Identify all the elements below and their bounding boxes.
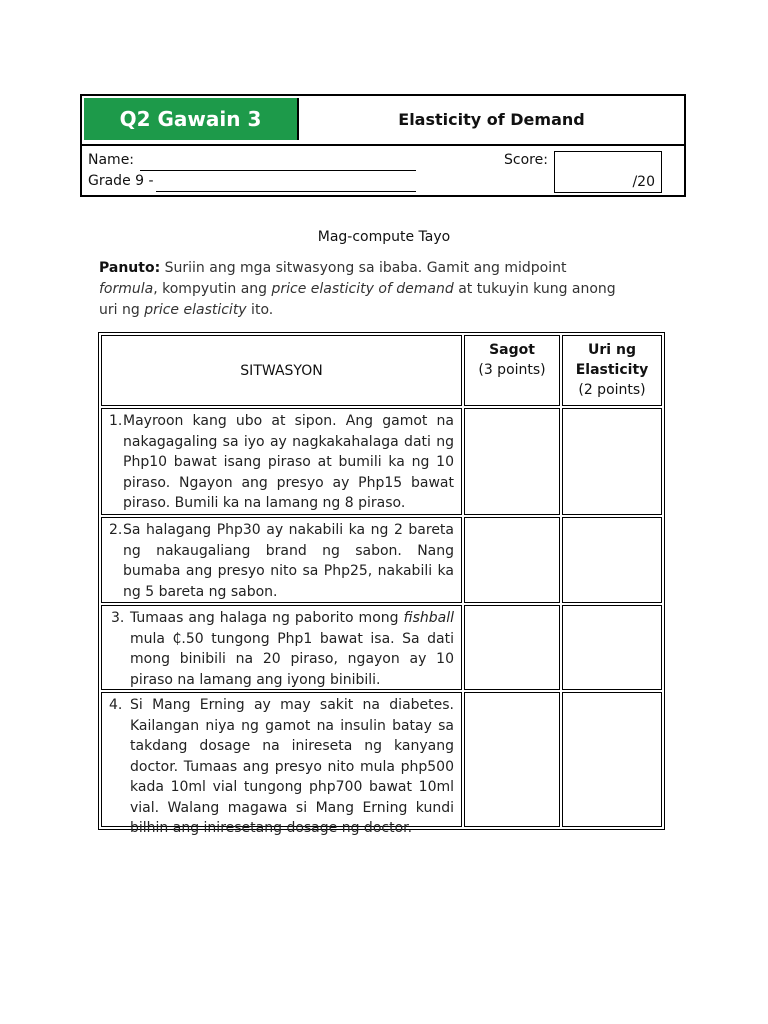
row-text-part: Tumaas ang halaga ng paborito mong [130, 610, 404, 626]
header-type-label: Elasticity [575, 362, 649, 378]
row-text: Mayroon kang ubo at sipon. Ang gamot na nakagagaling sa iyo ay nagkakahalaga dati ng Php10 bawat isang piraso at bumili ka ng 10 piraso. Ngayon ang presyo ay Php15 bawat piraso. Bumili ka na lamang ng 8 piraso. [123, 413, 454, 511]
row-text: Si Mang Erning ay may sakit na diabetes. Kailangan niya ng gamot na insulin batay sa takdang dosage na inireseta ng kanyang doctor. Tumaas ang presyo nito mula php500 kada 10ml vial tungong php700 bawat 10ml vial. Walang magawa si Mang Erning kundi bilhin ang iniresetang dosage ng doctor. [130, 697, 454, 836]
section-subtitle: Mag-compute Tayo [317, 229, 451, 245]
instructions-text: Suriin ang mga sitwasyong sa ibaba. Gamit ang midpoint [160, 260, 567, 276]
header-answer [464, 335, 560, 406]
table-row-3-answer[interactable] [464, 605, 560, 690]
row-text-part: mula ₵.50 tungong Php1 bawat isa. Sa dati mong binibili na 20 piraso, ngayon ay 10 piraso na lamang ang iyong binibili. [130, 630, 454, 688]
row-text: Sa halagang Php30 ay nakabili ka ng 2 bareta ng nakaugaliang brand ng sabon. Nang bumaba ang presyo nito sa Php25, nakabili ka ng 5 bareta ng sabon. [123, 522, 454, 600]
header-answer-points: (3 points) [478, 362, 546, 378]
instructions-text: , kompyutin ang [153, 281, 272, 297]
instructions [99, 258, 619, 321]
name-field[interactable] [140, 170, 416, 171]
table-row-1-type[interactable] [562, 408, 662, 515]
row-number: 4. [109, 697, 123, 713]
row-number: 2. [109, 522, 123, 538]
grade-label: Grade 9 - [88, 173, 154, 189]
grade-field[interactable] [156, 191, 416, 192]
instructions-italic: formula [99, 281, 154, 297]
header-title-bar [82, 96, 684, 146]
header-situation [101, 335, 462, 406]
score-total: /20 [632, 174, 655, 190]
situations-table [98, 332, 665, 836]
table-row-2-situation [101, 517, 462, 603]
table-row-2-type[interactable] [562, 517, 662, 603]
header-type-label: Uri ng [588, 342, 636, 358]
table-row-1-answer[interactable] [464, 408, 560, 515]
worksheet-header [80, 94, 686, 197]
row-text-italic: fishball [403, 610, 454, 626]
table-row-3-type[interactable] [562, 605, 662, 690]
row-number: 3. [111, 610, 125, 626]
instructions-text: at tukuyin kung anong uri ng [99, 281, 616, 318]
instructions-label: Panuto: [99, 260, 161, 276]
instructions-italic: price elasticity of demand [271, 281, 454, 297]
score-box[interactable] [554, 151, 662, 193]
score-label: Score: [504, 152, 548, 168]
table-row-1-situation [101, 408, 462, 515]
table-row-4-answer[interactable] [464, 692, 560, 827]
worksheet-title: Elasticity of Demand [398, 109, 585, 129]
instructions-italic: price elasticity [144, 302, 247, 318]
header-situation-label: SITWASYON [240, 362, 323, 379]
row-text [130, 608, 454, 690]
header-type [562, 335, 662, 406]
table-row-4-type[interactable] [562, 692, 662, 827]
table-row-3-situation [101, 605, 462, 690]
name-label: Name: [88, 152, 135, 168]
activity-label: Q2 Gawain 3 [84, 98, 299, 140]
header-answer-label: Sagot [489, 342, 535, 358]
table-row-4-situation [101, 692, 462, 836]
row-number: 1. [109, 413, 123, 429]
instructions-text: ito. [246, 302, 274, 318]
header-type-points: (2 points) [578, 382, 646, 398]
table-row-2-answer[interactable] [464, 517, 560, 603]
